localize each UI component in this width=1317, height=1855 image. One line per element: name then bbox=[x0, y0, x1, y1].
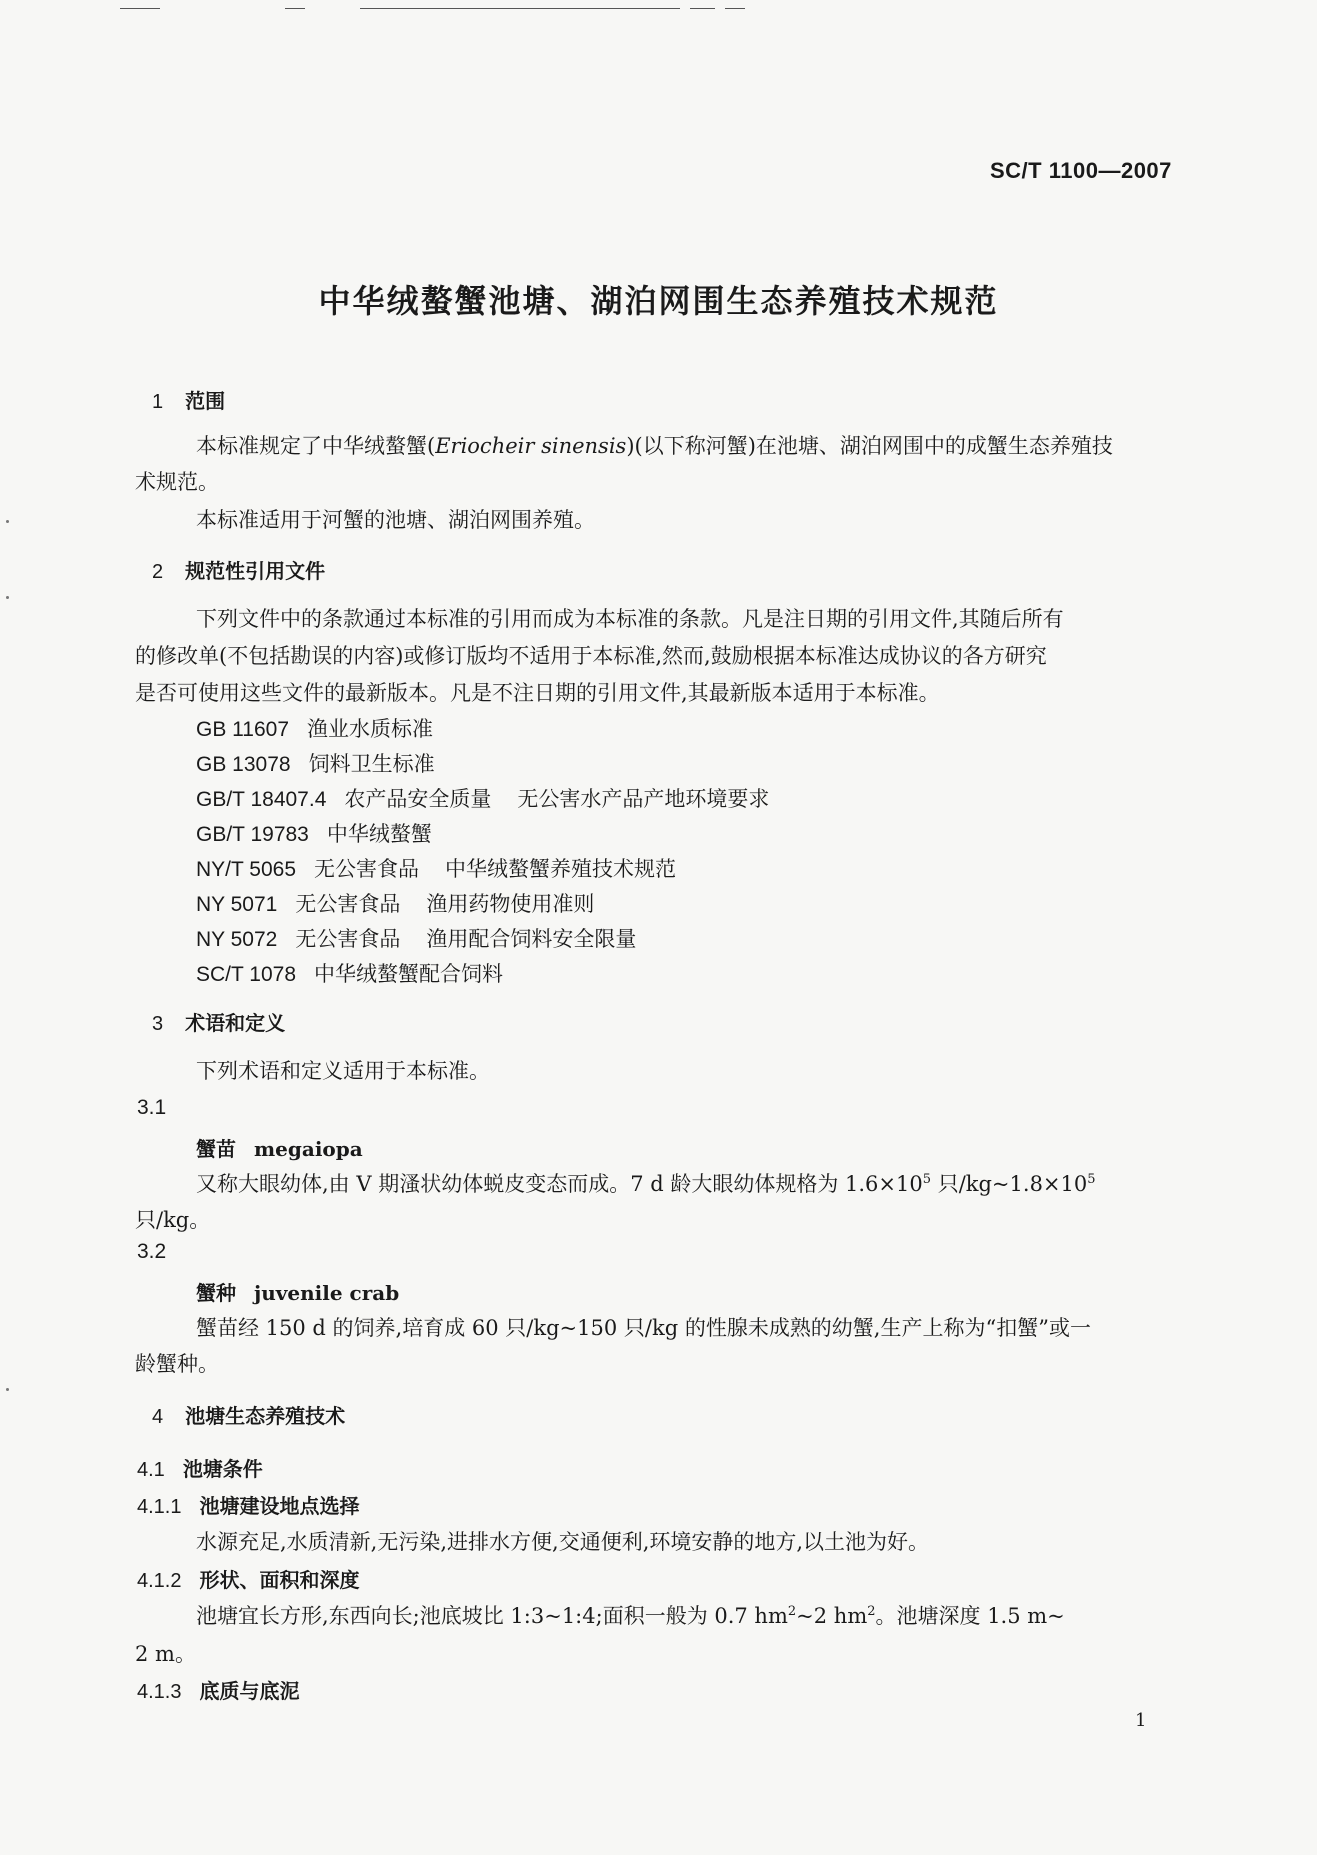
reference-item: NY 5071 无公害食品 渔用药物使用准则 bbox=[196, 892, 595, 916]
section-2-paragraph: 下列文件中的条款通过本标准的引用而成为本标准的条款。凡是注日期的引用文件,其随后所有 bbox=[196, 607, 1064, 631]
subsection-heading: 4.1.2 形状、面积和深度 bbox=[137, 1568, 360, 1592]
scan-speck bbox=[6, 520, 9, 523]
term-heading: 蟹苗 megaiopa bbox=[196, 1137, 363, 1161]
section-1-paragraph: 本标准规定了中华绒螯蟹(Eriocheir sinensis)(以下称河蟹)在池塘、湖泊网围中的成蟹生态养殖技 bbox=[196, 434, 1113, 458]
section-2-heading: 2 规范性引用文件 bbox=[152, 559, 326, 583]
section-1-paragraph-2: 本标准适用于河蟹的池塘、湖泊网围养殖。 bbox=[196, 508, 595, 532]
scan-line bbox=[690, 8, 715, 9]
reference-item: GB 13078 饲料卫生标准 bbox=[196, 752, 435, 776]
reference-item: GB 11607 渔业水质标准 bbox=[196, 717, 434, 741]
scan-speck bbox=[6, 596, 9, 599]
subsection-heading: 4.1.1 池塘建设地点选择 bbox=[137, 1494, 360, 1518]
term-definition-cont: 龄蟹种。 bbox=[135, 1352, 219, 1376]
page-number: 1 bbox=[1135, 1710, 1147, 1731]
document-title: 中华绒螯蟹池塘、湖泊网围生态养殖技术规范 bbox=[318, 282, 999, 320]
section-3-heading: 3 术语和定义 bbox=[152, 1011, 286, 1035]
section-1-paragraph-cont: 术规范。 bbox=[135, 470, 219, 494]
subsection-paragraph: 池塘宜长方形,东西向长;池底坡比 1:3~1:4;面积一般为 0.7 $hm^2\sim 2$ $hm^2$。池塘深度 1.5 m~ bbox=[196, 1604, 1065, 1628]
subsection-paragraph: 水源充足,水质清新,无污染,进排水方便,交通便利,环境安静的地方,以土池为好。 bbox=[196, 1530, 930, 1554]
section-3-paragraph: 下列术语和定义适用于本标准。 bbox=[196, 1059, 490, 1083]
term-heading: 蟹种 juvenile crab bbox=[196, 1281, 400, 1305]
scan-line bbox=[285, 8, 305, 9]
scan-line bbox=[360, 8, 680, 9]
section-2-paragraph-cont: 的修改单(不包括勘误的内容)或修订版均不适用于本标准,然而,鼓励根据本标准达成协议的各方研究 bbox=[135, 644, 1047, 668]
clause-number: 3.1 bbox=[137, 1096, 167, 1119]
reference-item: GB/T 18407.4 农产品安全质量 无公害水产品产地环境要求 bbox=[196, 787, 770, 811]
term-definition: 蟹苗经 150 d 的饲养,培育成 60 只/kg~150 只/kg 的性腺未成熟的幼蟹,生产上称为“扣蟹”或一 bbox=[196, 1316, 1091, 1340]
scan-line bbox=[725, 8, 745, 9]
scan-speck bbox=[6, 1388, 9, 1391]
section-1-heading: 1 范围 bbox=[152, 389, 226, 413]
subsection-heading: 4.1.3 底质与底泥 bbox=[137, 1679, 300, 1703]
subsection-heading: 4.1 池塘条件 bbox=[137, 1457, 263, 1481]
subsection-paragraph-cont: 2 m。 bbox=[135, 1642, 196, 1666]
reference-item: GB/T 19783 中华绒螯蟹 bbox=[196, 822, 432, 846]
reference-item: SC/T 1078 中华绒螯蟹配合饲料 bbox=[196, 962, 504, 986]
section-4-heading: 4 池塘生态养殖技术 bbox=[152, 1404, 346, 1428]
section-2-paragraph-cont: 是否可使用这些文件的最新版本。凡是不注日期的引用文件,其最新版本适用于本标准。 bbox=[135, 681, 940, 705]
clause-number: 3.2 bbox=[137, 1240, 167, 1263]
term-definition-cont: 只/kg。 bbox=[135, 1208, 211, 1232]
reference-item: NY/T 5065 无公害食品 中华绒螯蟹养殖技术规范 bbox=[196, 857, 677, 881]
reference-item: NY 5072 无公害食品 渔用配合饲料安全限量 bbox=[196, 927, 637, 951]
standard-code: SC/T 1100—2007 bbox=[990, 158, 1172, 183]
scan-line bbox=[120, 8, 160, 9]
term-definition: 又称大眼幼体,由 V 期溞状幼体蜕皮变态而成。7 d 龄大眼幼体规格为 $1.6\times 10^5$ 只$/kg\sim 1.8\times 10^5$ bbox=[196, 1172, 1096, 1196]
